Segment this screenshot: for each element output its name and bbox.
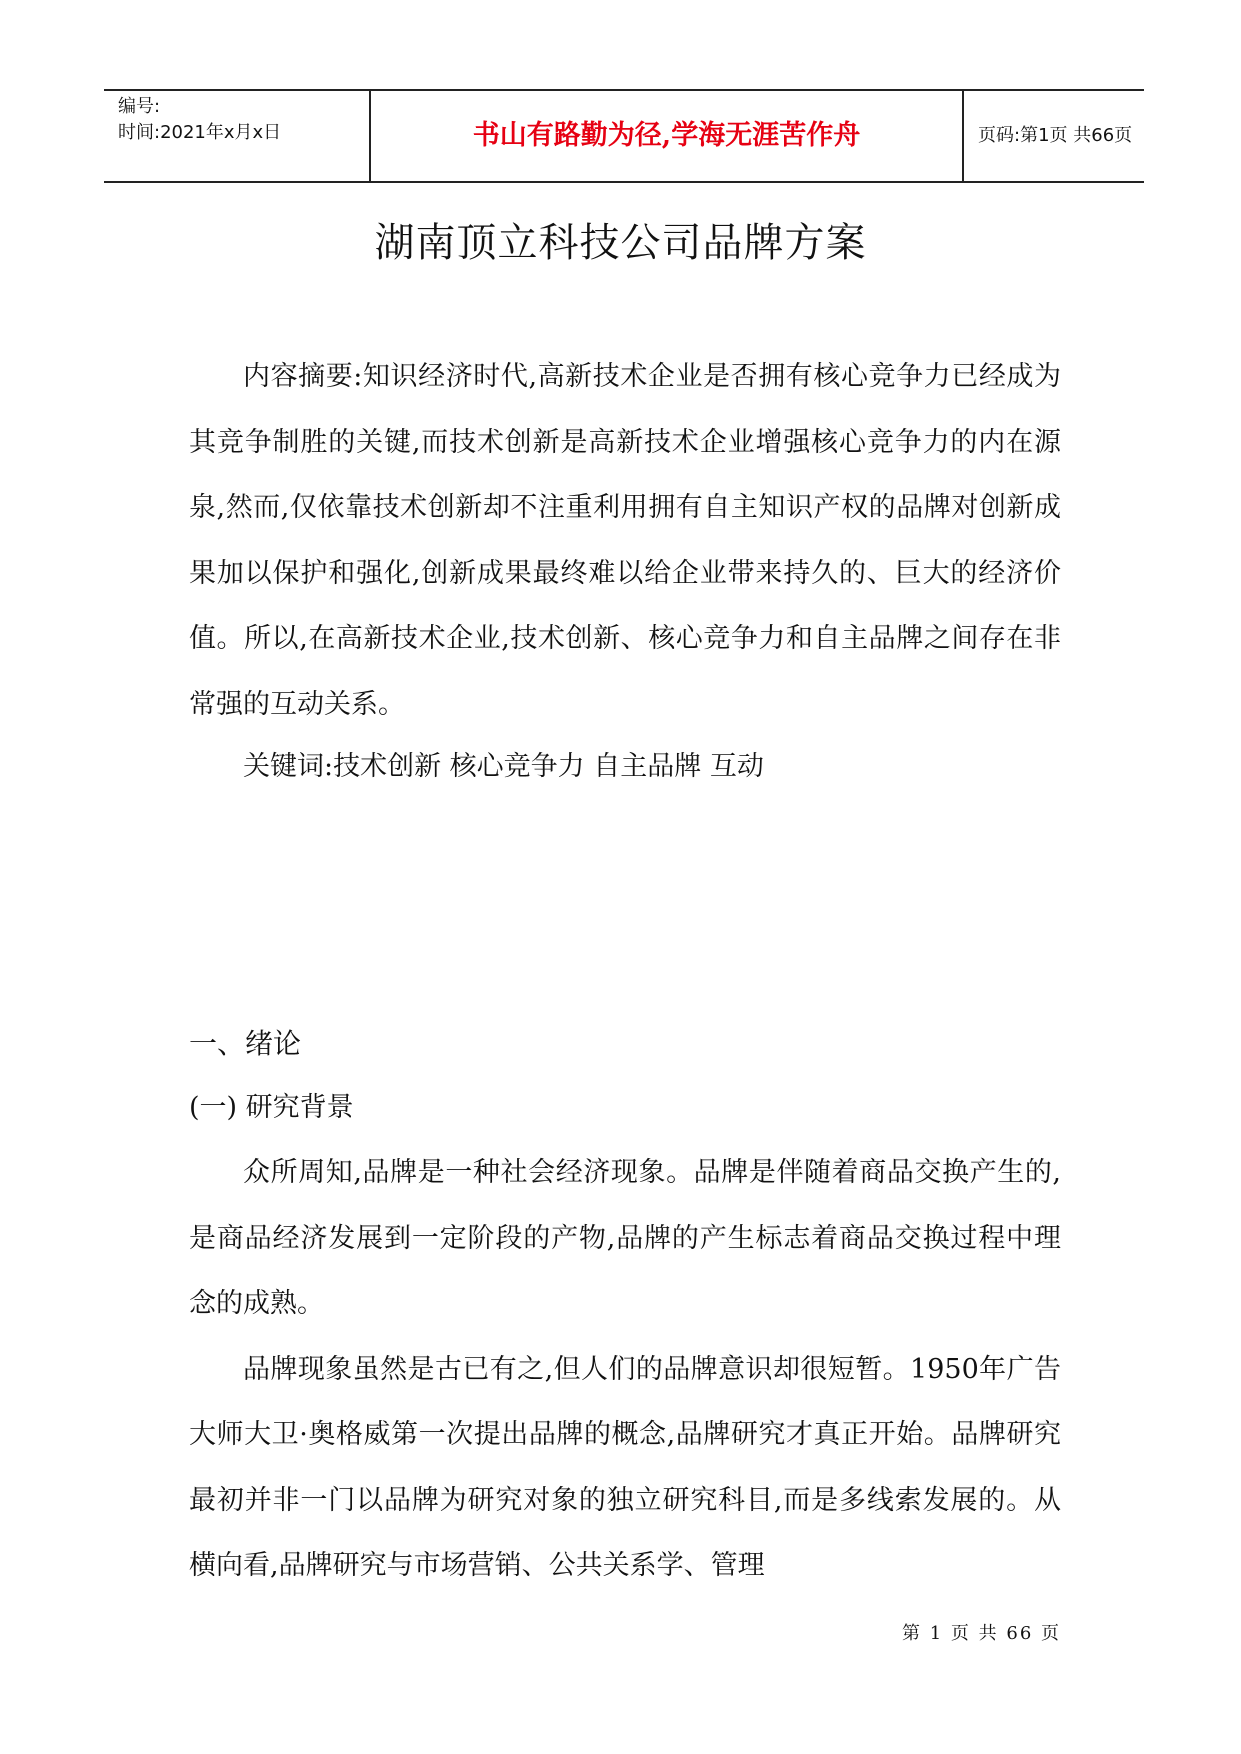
page-code-label: 页码:第1页 共66页: [978, 125, 1133, 146]
body-paragraph: 众所周知,品牌是一种社会经济现象。品牌是伴随着商品交换产生的,是商品经济发展到一定阶段的产物,品牌的产生标志着商品交换过程中理念的成熟。: [189, 1157, 1061, 1319]
body-paragraph: 品牌现象虽然是古已有之,但人们的品牌意识却很短暂。1950年广告大师大卫·奥格威第一次提出品牌的概念,品牌研究才真正开始。品牌研究最初并非一门以品牌为研究对象的独立研究科目,而是多线索发展的。从横向看,品牌研究与市场营销、公共关系学、管理: [189, 1353, 1061, 1581]
serial-number-label: 编号:: [118, 96, 161, 117]
document-header-table: [104, 89, 1144, 183]
abstract-paragraph: 内容摘要:知识经济时代,高新技术企业是否拥有核心竞争力已经成为其竞争制胜的关键,而技术创新是高新技术企业增强核心竞争力的内在源泉,然而,仅依靠技术创新却不注重利用拥有自主知识产权的品牌对创新成果加以保护和强化,创新成果最终难以给企业带来持久的、巨大的经济价值。所以,在高新技术企业,技术创新、核心竞争力和自主品牌之间存在非常强的互动关系。: [189, 361, 1061, 720]
document-title: 湖南顶立科技公司品牌方案: [374, 220, 867, 266]
page-footer-indicator: 第 1 页 共 66 页: [902, 1623, 1061, 1644]
header-meta-cell: [104, 91, 369, 181]
header-motto-cell: [369, 91, 964, 181]
time-label: 时间:2021年x月x日: [118, 122, 282, 143]
header-page-cell: [964, 91, 1144, 181]
motto-text: 书山有路勤为径,学海无涯苦作舟: [472, 120, 861, 151]
blank-space: [189, 797, 1061, 1012]
subsection-heading: (一) 研究背景: [189, 1092, 354, 1123]
document-body: [189, 344, 1061, 1599]
section-heading: 一、绪论: [189, 1027, 302, 1060]
keywords-line: 关键词:技术创新 核心竞争力 自主品牌 互动: [243, 751, 764, 782]
